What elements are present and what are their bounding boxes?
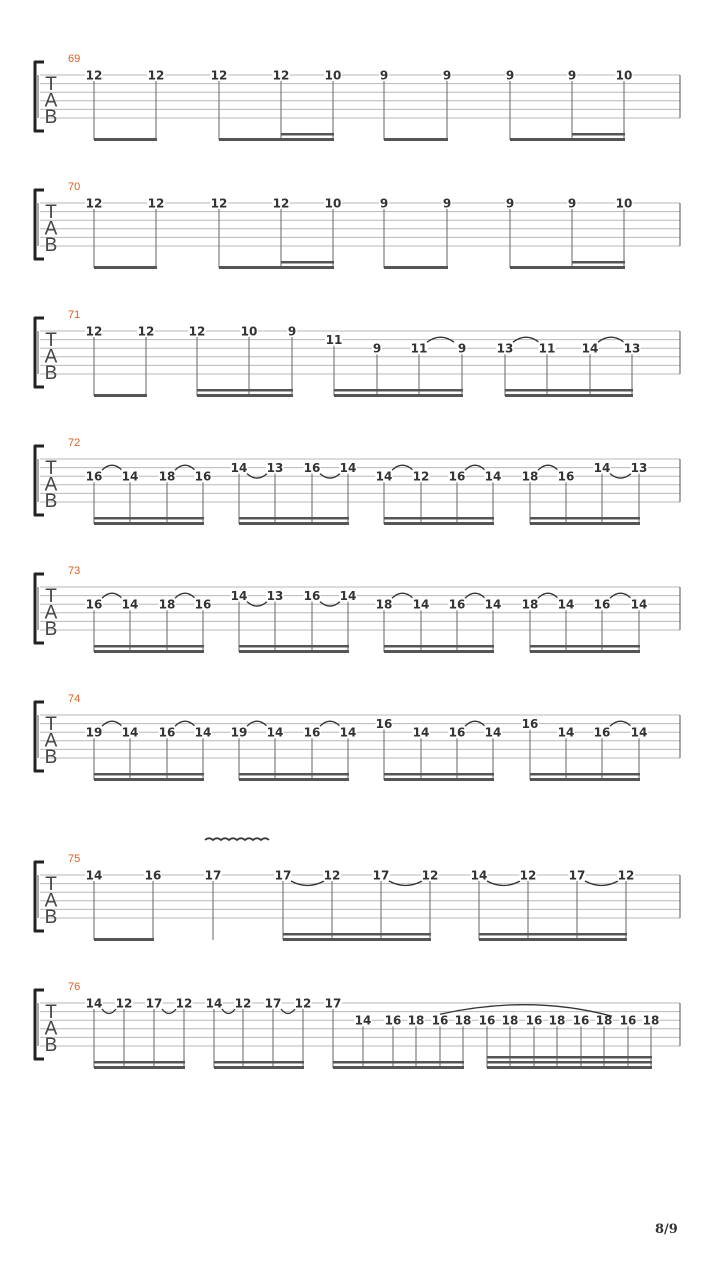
fret-number: 14 xyxy=(205,996,223,1011)
fret-number: 18 xyxy=(642,1013,660,1028)
fret-number: 16 xyxy=(384,1013,402,1028)
tab-clef-letter: T xyxy=(45,330,57,351)
tab-clef-letter: T xyxy=(45,586,57,607)
tab-clef-letter: T xyxy=(45,74,57,95)
fret-number: 14 xyxy=(484,725,502,740)
system-bracket xyxy=(35,190,44,259)
beam xyxy=(94,778,204,781)
fret-number: 14 xyxy=(121,469,139,484)
fret-number: 11 xyxy=(325,333,343,348)
fret-number: 16 xyxy=(303,589,321,604)
beam xyxy=(393,1061,464,1064)
beam xyxy=(530,517,640,520)
fret-number: 16 xyxy=(375,717,393,732)
beam xyxy=(239,778,349,781)
page-number: 8/9 xyxy=(655,1222,678,1237)
fret-number: 18 xyxy=(521,469,539,484)
beam xyxy=(333,1066,464,1069)
fret-number: 9 xyxy=(287,324,297,339)
beam xyxy=(283,933,431,936)
fret-number: 14 xyxy=(581,341,599,356)
fret-number: 11 xyxy=(538,341,556,356)
fret-number: 12 xyxy=(188,324,206,339)
fret-number: 9 xyxy=(505,196,515,211)
fret-number: 19 xyxy=(230,725,248,740)
fret-number: 16 xyxy=(525,1013,543,1028)
fret-number: 16 xyxy=(194,597,212,612)
tab-clef-letter: B xyxy=(44,363,58,384)
beam xyxy=(94,517,204,520)
fret-number: 10 xyxy=(615,196,633,211)
tab-clef-letter: B xyxy=(44,619,58,640)
beam xyxy=(384,773,494,776)
beam xyxy=(487,1061,652,1064)
beam xyxy=(530,773,640,776)
fret-number: 14 xyxy=(630,597,648,612)
fret-number: 14 xyxy=(230,589,248,604)
fret-number: 14 xyxy=(484,469,502,484)
fret-number: 18 xyxy=(158,469,176,484)
beam xyxy=(505,394,633,397)
fret-number: 19 xyxy=(85,725,103,740)
fret-number: 14 xyxy=(412,597,430,612)
fret-number: 10 xyxy=(240,324,258,339)
fret-number: 14 xyxy=(557,597,575,612)
fret-number: 16 xyxy=(431,1013,449,1028)
fret-number: 12 xyxy=(85,324,103,339)
beam xyxy=(281,133,334,136)
fret-number: 13 xyxy=(266,589,284,604)
beam xyxy=(214,1066,304,1069)
fret-number: 12 xyxy=(421,868,439,883)
fret-number: 14 xyxy=(121,597,139,612)
fret-number: 13 xyxy=(623,341,641,356)
fret-number: 14 xyxy=(339,589,357,604)
fret-number: 9 xyxy=(442,196,452,211)
fret-number: 12 xyxy=(617,868,635,883)
beam xyxy=(219,138,334,141)
beam xyxy=(572,133,625,136)
tab-clef-letter: B xyxy=(44,107,58,128)
fret-number: 14 xyxy=(339,725,357,740)
fret-number: 18 xyxy=(375,597,393,612)
beam xyxy=(384,778,494,781)
fret-number: 12 xyxy=(85,68,103,83)
fret-number: 14 xyxy=(266,725,284,740)
beam xyxy=(94,1061,185,1064)
tab-clef-letter: A xyxy=(44,346,58,368)
beam xyxy=(530,522,640,525)
fret-number: 17 xyxy=(145,996,163,1011)
beam xyxy=(384,522,494,525)
fret-number: 14 xyxy=(230,461,248,476)
beam xyxy=(214,1061,304,1064)
fret-number: 16 xyxy=(448,597,466,612)
fret-number: 17 xyxy=(264,996,282,1011)
fret-number: 16 xyxy=(144,868,162,883)
beam xyxy=(239,522,349,525)
tab-clef-letter: A xyxy=(44,730,58,752)
fret-number: 16 xyxy=(85,469,103,484)
beam xyxy=(384,517,494,520)
fret-number: 14 xyxy=(194,725,212,740)
fret-number: 14 xyxy=(375,469,393,484)
tab-clef-letter: A xyxy=(44,890,58,912)
beam xyxy=(384,266,448,269)
measure-number: 73 xyxy=(68,565,81,577)
beam xyxy=(510,138,625,141)
fret-number: 16 xyxy=(303,725,321,740)
beam xyxy=(530,778,640,781)
fret-number: 18 xyxy=(521,597,539,612)
fret-number: 9 xyxy=(457,341,467,356)
beam xyxy=(530,645,640,648)
beam xyxy=(197,389,293,392)
tab-clef-letter: B xyxy=(44,907,58,928)
fret-number: 16 xyxy=(521,717,539,732)
beam xyxy=(505,389,633,392)
fret-number: 17 xyxy=(324,996,342,1011)
fret-number: 16 xyxy=(593,725,611,740)
fret-number: 16 xyxy=(572,1013,590,1028)
fret-number: 13 xyxy=(630,461,648,476)
tab-clef-letter: A xyxy=(44,218,58,240)
fret-number: 12 xyxy=(412,469,430,484)
fret-number: 16 xyxy=(448,725,466,740)
tab-clef-letter: T xyxy=(45,1002,57,1023)
tab-clef-letter: A xyxy=(44,474,58,496)
fret-number: 14 xyxy=(339,461,357,476)
beam xyxy=(94,938,154,941)
fret-number: 12 xyxy=(272,68,290,83)
fret-number: 16 xyxy=(593,597,611,612)
beam xyxy=(94,1066,185,1069)
tab-clef-letter: B xyxy=(44,747,58,768)
fret-number: 14 xyxy=(121,725,139,740)
fret-number: 16 xyxy=(85,597,103,612)
beam xyxy=(384,138,448,141)
tab-clef-letter: B xyxy=(44,1035,58,1056)
beam xyxy=(94,522,204,525)
fret-number: 9 xyxy=(567,68,577,83)
measure-number: 74 xyxy=(68,693,81,705)
fret-number: 16 xyxy=(194,469,212,484)
beam xyxy=(334,389,463,392)
fret-number: 9 xyxy=(379,68,389,83)
fret-number: 16 xyxy=(303,461,321,476)
system-bracket xyxy=(35,574,44,643)
beam xyxy=(239,517,349,520)
measure-number: 72 xyxy=(68,437,81,449)
tab-clef-letter: T xyxy=(45,202,57,223)
fret-number: 18 xyxy=(407,1013,425,1028)
fret-number: 9 xyxy=(372,341,382,356)
fret-number: 17 xyxy=(372,868,390,883)
beam xyxy=(479,938,627,941)
beam xyxy=(572,261,625,264)
system-bracket xyxy=(35,990,44,1059)
tab-clef-letter: B xyxy=(44,491,58,512)
beam xyxy=(94,645,204,648)
beam xyxy=(281,261,334,264)
fret-number: 12 xyxy=(272,196,290,211)
system-bracket xyxy=(35,702,44,771)
tab-clef-letter: T xyxy=(45,714,57,735)
measure-number: 70 xyxy=(68,181,81,193)
fret-number: 14 xyxy=(354,1013,372,1028)
beam xyxy=(219,266,334,269)
fret-number: 12 xyxy=(147,68,165,83)
fret-number: 10 xyxy=(324,196,342,211)
fret-number: 14 xyxy=(85,996,103,1011)
beam xyxy=(384,645,494,648)
fret-number: 18 xyxy=(501,1013,519,1028)
fret-number: 18 xyxy=(548,1013,566,1028)
tab-clef-letter: B xyxy=(44,235,58,256)
fret-number: 12 xyxy=(137,324,155,339)
beam xyxy=(94,394,147,397)
fret-number: 14 xyxy=(484,597,502,612)
fret-number: 10 xyxy=(615,68,633,83)
fret-number: 16 xyxy=(448,469,466,484)
fret-number: 12 xyxy=(210,68,228,83)
fret-number: 12 xyxy=(175,996,193,1011)
fret-number: 16 xyxy=(619,1013,637,1028)
beam xyxy=(239,650,349,653)
fret-number: 14 xyxy=(470,868,488,883)
measure-number: 69 xyxy=(68,53,81,65)
beam xyxy=(197,394,293,397)
fret-number: 16 xyxy=(557,469,575,484)
beam xyxy=(94,138,157,141)
fret-number: 9 xyxy=(379,196,389,211)
fret-number: 17 xyxy=(204,868,222,883)
vibrato-mark xyxy=(205,838,269,840)
fret-number: 10 xyxy=(324,68,342,83)
measure-number: 71 xyxy=(68,309,81,321)
fret-number: 9 xyxy=(567,196,577,211)
beam xyxy=(487,1066,652,1069)
fret-number: 18 xyxy=(595,1013,613,1028)
fret-number: 17 xyxy=(568,868,586,883)
fret-number: 12 xyxy=(234,996,252,1011)
fret-number: 12 xyxy=(519,868,537,883)
beam xyxy=(510,266,625,269)
fret-number: 12 xyxy=(85,196,103,211)
fret-number: 11 xyxy=(410,341,428,356)
fret-number: 9 xyxy=(442,68,452,83)
tab-clef-letter: A xyxy=(44,1018,58,1040)
fret-number: 18 xyxy=(158,597,176,612)
fret-number: 12 xyxy=(147,196,165,211)
fret-number: 12 xyxy=(294,996,312,1011)
beam xyxy=(94,650,204,653)
beam xyxy=(479,933,627,936)
fret-number: 17 xyxy=(274,868,292,883)
fret-number: 16 xyxy=(158,725,176,740)
tab-clef-letter: T xyxy=(45,458,57,479)
fret-number: 14 xyxy=(630,725,648,740)
beam xyxy=(239,773,349,776)
beam xyxy=(94,773,204,776)
fret-number: 16 xyxy=(478,1013,496,1028)
beam xyxy=(530,650,640,653)
fret-number: 18 xyxy=(454,1013,472,1028)
tab-clef-letter: A xyxy=(44,90,58,112)
fret-number: 12 xyxy=(210,196,228,211)
fret-number: 13 xyxy=(266,461,284,476)
tab-clef-letter: T xyxy=(45,874,57,895)
beam xyxy=(94,266,157,269)
fret-number: 12 xyxy=(115,996,133,1011)
system-bracket xyxy=(35,318,44,387)
fret-number: 14 xyxy=(412,725,430,740)
measure-number: 76 xyxy=(68,981,81,993)
beam xyxy=(384,650,494,653)
tab-clef-letter: A xyxy=(44,602,58,624)
fret-number: 14 xyxy=(557,725,575,740)
fret-number: 13 xyxy=(496,341,514,356)
system-bracket xyxy=(35,62,44,131)
fret-number: 14 xyxy=(85,868,103,883)
fret-number: 9 xyxy=(505,68,515,83)
fret-number: 14 xyxy=(593,461,611,476)
beam xyxy=(334,394,463,397)
measure-number: 75 xyxy=(68,853,81,865)
system-bracket xyxy=(35,446,44,515)
beam xyxy=(239,645,349,648)
fret-number: 12 xyxy=(323,868,341,883)
beam xyxy=(487,1056,652,1059)
system-bracket xyxy=(35,862,44,931)
beam xyxy=(283,938,431,941)
